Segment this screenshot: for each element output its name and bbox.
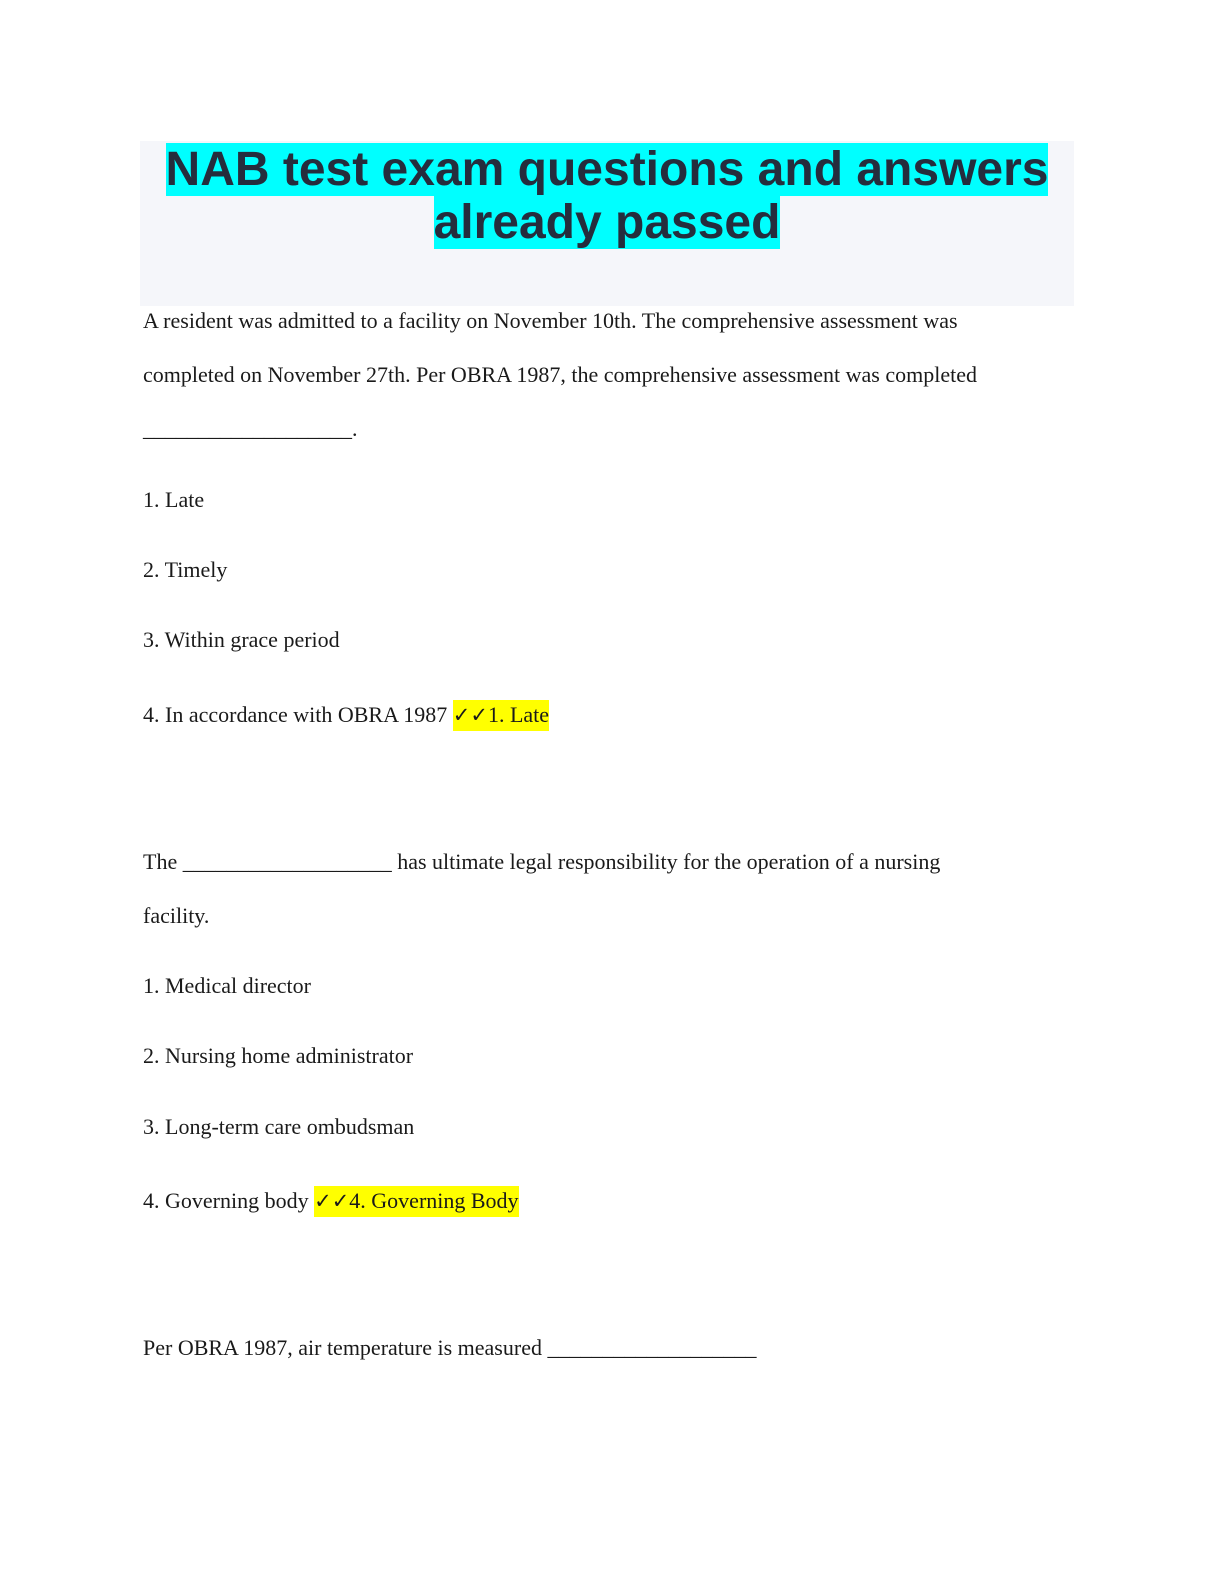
title-text-2: already passed: [433, 196, 781, 249]
question-1-answer-highlight: [453, 700, 549, 731]
question-2-option-3: 3. Long-term care ombudsman: [143, 1114, 415, 1139]
question-1-option-3: 3. Within grace period: [143, 627, 340, 652]
page-title-line-2: [140, 195, 1074, 251]
question-2-stem-line-2: facility.: [143, 903, 210, 928]
question-1-option-1: 1. Late: [143, 487, 205, 512]
question-2-answer: 4. Governing Body: [349, 1188, 519, 1213]
question-2-option-4-line: [143, 1187, 519, 1215]
question-1-answer: 1. Late: [487, 702, 550, 727]
title-text-1: NAB test exam questions and answers: [165, 143, 1049, 196]
question-1-stem-line-3: ___________________.: [143, 416, 358, 441]
question-1-stem-line-2: completed on November 27th. Per OBRA 1987, the comprehensive assessment was completed: [143, 362, 977, 387]
question-1-option-2: 2. Timely: [143, 557, 228, 582]
question-2-option-2: 2. Nursing home administrator: [143, 1043, 414, 1068]
page-title-line-1: [140, 142, 1074, 198]
question-2-stem-line-1: The ___________________ has ultimate legal responsibility for the operation of a nursing: [143, 849, 941, 874]
question-2-option-1: 1. Medical director: [143, 973, 311, 998]
double-checkmark-icon: ✓✓: [314, 1189, 350, 1213]
question-1-stem-line-1: A resident was admitted to a facility on November 10th. The comprehensive assessment was: [143, 308, 958, 333]
question-2-answer-highlight: [314, 1186, 518, 1217]
question-3-stem-line-1: Per OBRA 1987, air temperature is measured ___________________: [143, 1335, 757, 1360]
title-block: [140, 141, 1074, 306]
question-1-option-4-line: [143, 701, 549, 729]
question-2-option-4: 4. Governing body: [143, 1188, 309, 1213]
question-1-option-4: 4. In accordance with OBRA 1987: [143, 702, 448, 727]
double-checkmark-icon: ✓✓: [452, 703, 488, 727]
